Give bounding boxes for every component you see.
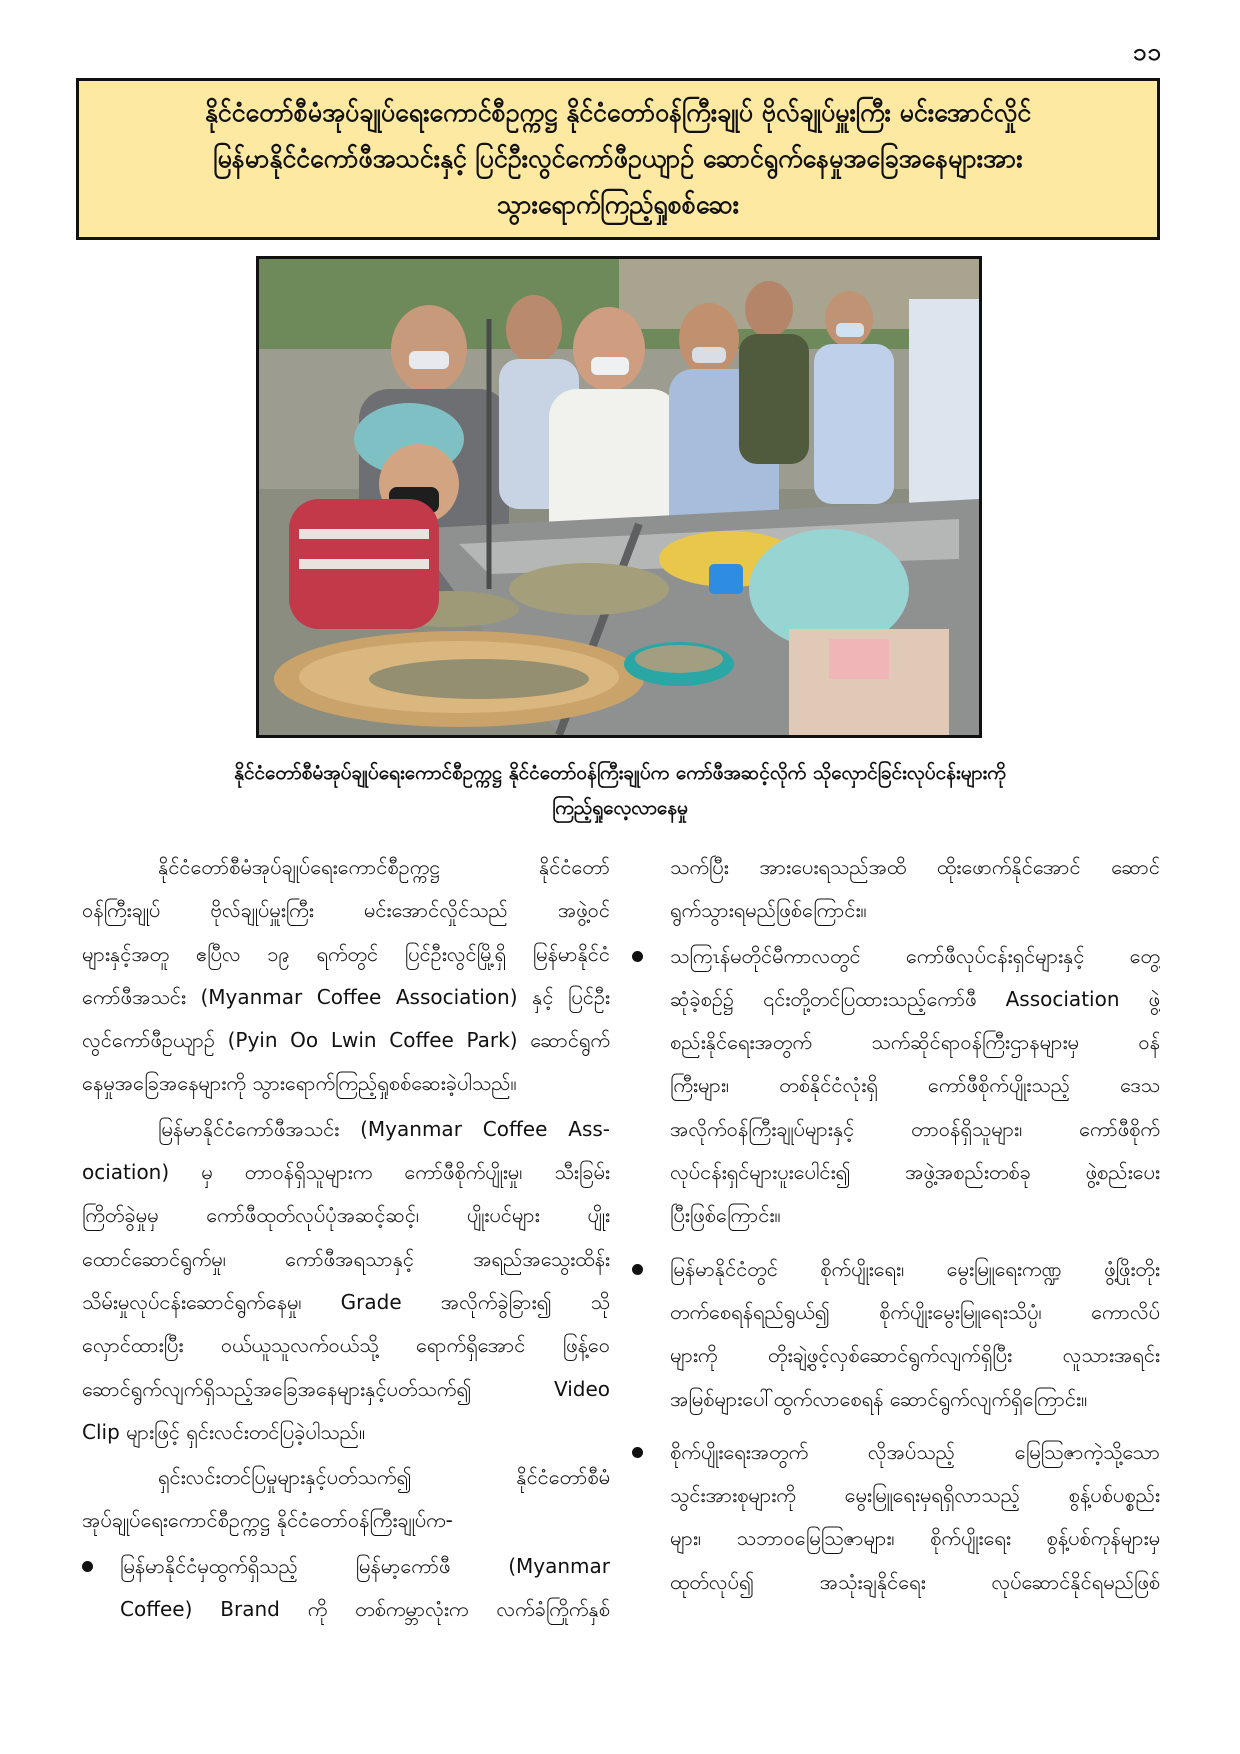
headline-line-1: နိုင်ငံတော်စီမံအုပ်ချုပ်ရေးကောင်စီဥက္ကဋ္ဌ နိုင်ငံတော်ဝန်ကြီးချုပ် ဗိုလ်ချုပ်မှူးကြီး မင်းအောင်လှိုင်	[204, 98, 1032, 127]
headline-line-2: မြန်မာနိုင်ငံကော်ဖီအသင်းနှင့် ပြင်ဦးလွင်ကော်ဖီဥယျာဉ် ဆောင်ရွက်နေမှုအခြေအနေများအား	[213, 144, 1023, 173]
text-line: မြန်မာနိုင်ငံကော်ဖီအသင်း (Myanmar Coffee Ass-	[158, 1116, 610, 1141]
text-line: ပြီးဖြစ်ကြောင်း။	[670, 1203, 781, 1228]
paragraph-1	[82, 846, 610, 1106]
paragraph-3	[82, 1456, 610, 1543]
text-line: Clip များဖြင့် ရှင်းလင်းတင်ပြခဲ့ပါသည်။	[82, 1419, 366, 1444]
text-line: ကြိတ်ခွဲမှုမှ ကော်ဖီထုတ်လုပ်ပုံအဆင့်ဆင့်၊ ပျိုးပင်များ ပျိုး	[82, 1203, 610, 1228]
text-line: ဆုံခဲ့စဉ်၌ ၎င်းတို့တင်ပြထားသည့်ကော်ဖီ Association ဖွဲ့	[670, 986, 1160, 1011]
text-line: လှောင်ထားပြီး ဝယ်ယူသူလက်ဝယ်သို့ ရောက်ရှိအောင် ဖြန့်ဝေ	[82, 1333, 610, 1358]
news-photo	[256, 256, 982, 738]
right-column	[632, 846, 1160, 1614]
text-line: စိုက်ပျိုးရေးအတွက် လိုအပ်သည့် မြေသြဇာကဲ့သို့သော	[670, 1439, 1160, 1464]
text-line: အလိုက်ဝန်ကြီးချုပ်များနှင့် တာဝန်ရှိသူများ၊ ကော်ဖီစိုက်	[670, 1116, 1160, 1141]
bullet-item-2	[632, 935, 1160, 1238]
text-line: ထုတ်လုပ်၍ အသုံးချနိုင်ရေး လုပ်ဆောင်နိုင်ရမည်ဖြစ်	[670, 1569, 1160, 1594]
text-line: သိမ်းမှုလုပ်ငန်းဆောင်ရွက်နေမှု၊ Grade အလိုက်ခွဲခြား၍ သို	[82, 1289, 610, 1314]
text-line: ရှင်းလင်းတင်ပြမှုများနှင့်ပတ်သက်၍ နိုင်ငံတော်စီမံ	[158, 1465, 610, 1490]
bullet-icon	[632, 1447, 643, 1458]
paragraph-2	[82, 1108, 610, 1454]
text-line: နိုင်ငံတော်စီမံအုပ်ချုပ်ရေးကောင်စီဥက္ကဋ္ဌ နိုင်ငံတော်	[158, 855, 610, 879]
text-line: သကြၤန်မတိုင်မီကာလတွင် ကော်ဖီလုပ်ငန်းရှင်များနှင့် တွေ့	[670, 943, 1160, 968]
text-line: အမြစ်များပေါ်ထွက်လာစေရန် ဆောင်ရွက်လျက်ရှိကြောင်း။	[670, 1386, 1088, 1411]
headline-box	[76, 78, 1160, 240]
text-line: လွင်ကော်ဖီဥယျာဉ် (Pyin Oo Lwin Coffee Park) ဆောင်ရွက်	[82, 1028, 610, 1053]
text-line: သွင်းအားစုများကို မွေးမြူရေးမှရရှိလာသည့် စွန့်ပစ်ပစ္စည်း	[670, 1483, 1160, 1508]
text-line: နေမှုအခြေအနေများကို သွားရောက်ကြည့်ရှုစစ်ဆေးခဲ့ပါသည်။	[82, 1071, 517, 1096]
text-line: မြန်မာနိုင်ငံတွင် စိုက်ပျိုးရေး၊ မွေးမြူရေးကဏ္ဍ ဖွံ့ဖြိုးတိုး	[670, 1256, 1160, 1281]
text-line: ရွက်သွားရမည်ဖြစ်ကြောင်း။	[670, 898, 867, 923]
page-number: ၁၁	[1133, 38, 1162, 66]
bullet-item-1	[82, 1545, 610, 1632]
bullet-icon	[632, 951, 643, 962]
bullet-item-3	[632, 1248, 1160, 1421]
text-line: စည်းနိုင်ရေးအတွက် သက်ဆိုင်ရာဝန်ကြီးဌာနများမှ ဝန်	[670, 1030, 1160, 1055]
text-line: ကြီးများ၊ တစ်နိုင်ငံလုံးရှိ ကော်ဖီစိုက်ပျိုးသည့် ဒေသ	[670, 1073, 1160, 1098]
text-line: အုပ်ချုပ်ရေးကောင်စီဥက္ကဋ္ဌ နိုင်ငံတော်ဝန်ကြီးချုပ်က-	[82, 1508, 453, 1533]
text-line: သက်ပြီး အားပေးရသည်အထိ ထိုးဖောက်နိုင်အောင် ဆောင်	[670, 855, 1160, 879]
text-line: ociation) မှ တာဝန်ရှိသူများက ကော်ဖီစိုက်ပျိုးမှု၊ သီးခြမ်း	[82, 1160, 610, 1185]
caption-line-2: ကြည့်ရှုလေ့လာနေမှု	[552, 797, 688, 819]
bullet-1-continuation	[632, 846, 1160, 933]
text-line: ကော်ဖီအသင်း (Myanmar Coffee Association) နှင့် ပြင်ဦး	[82, 984, 610, 1009]
left-column	[82, 846, 610, 1641]
coffee-bean-sorting-photo-icon	[259, 259, 979, 735]
text-line: များ၊ သဘာဝမြေသြဇာများ၊ စိုက်ပျိုးရေး စွန့်ပစ်ကုန်များမှ	[670, 1526, 1160, 1551]
text-line: တက်စေရန်ရည်ရွယ်၍ စိုက်ပျိုးမွေးမြူရေးသိပ္ပံ၊ ကောလိပ်	[670, 1299, 1160, 1324]
bullet-icon	[632, 1264, 643, 1275]
text-line: မြန်မာနိုင်ငံမှထွက်ရှိသည့် မြန်မာ့ကော်ဖီ (Myanmar	[120, 1553, 610, 1578]
caption-line-1: နိုင်ငံတော်စီမံအုပ်ချုပ်ရေးကောင်စီဥက္ကဋ္ဌ နိုင်ငံတော်ဝန်ကြီးချုပ်က ကော်ဖီအဆင့်လိုက် သိုလှောင်ခြင်းလုပ်ငန်းများကို	[234, 762, 1006, 784]
text-line: ထောင်ဆောင်ရွက်မှု၊ ကော်ဖီအရသာနှင့် အရည်အသွေးထိန်း	[82, 1246, 610, 1271]
text-line: Coffee) Brand ကို တစ်ကမ္ဘာလုံးက လက်ခံကြိုက်နှစ်	[120, 1597, 610, 1622]
headline-line-3: သွားရောက်ကြည့်ရှုစစ်ဆေး	[497, 190, 739, 219]
bullet-icon	[82, 1561, 93, 1572]
text-line: များကို တိုးချဲ့ဖွင့်လှစ်ဆောင်ရွက်လျက်ရှိပြီး လူသားအရင်း	[670, 1343, 1160, 1368]
text-line: လုပ်ငန်းရှင်များပူးပေါင်း၍ အဖွဲ့အစည်းတစ်ခု ဖွဲ့စည်းပေး	[670, 1160, 1160, 1185]
text-line: ဝန်ကြီးချုပ် ဗိုလ်ချုပ်မှူးကြီး မင်းအောင်လှိုင်သည် အဖွဲ့ဝင်	[82, 898, 610, 923]
text-line: ဆောင်ရွက်လျက်ရှိသည့်အခြေအနေများနှင့်ပတ်သက်၍ Video	[82, 1376, 610, 1401]
text-line: များနှင့်အတူ ဧပြီလ ၁၉ ရက်တွင် ပြင်ဦးလွင်မြို့ရှိ မြန်မာနိုင်ငံ	[82, 941, 610, 966]
photo-caption	[120, 756, 1120, 826]
bullet-item-4	[632, 1431, 1160, 1604]
